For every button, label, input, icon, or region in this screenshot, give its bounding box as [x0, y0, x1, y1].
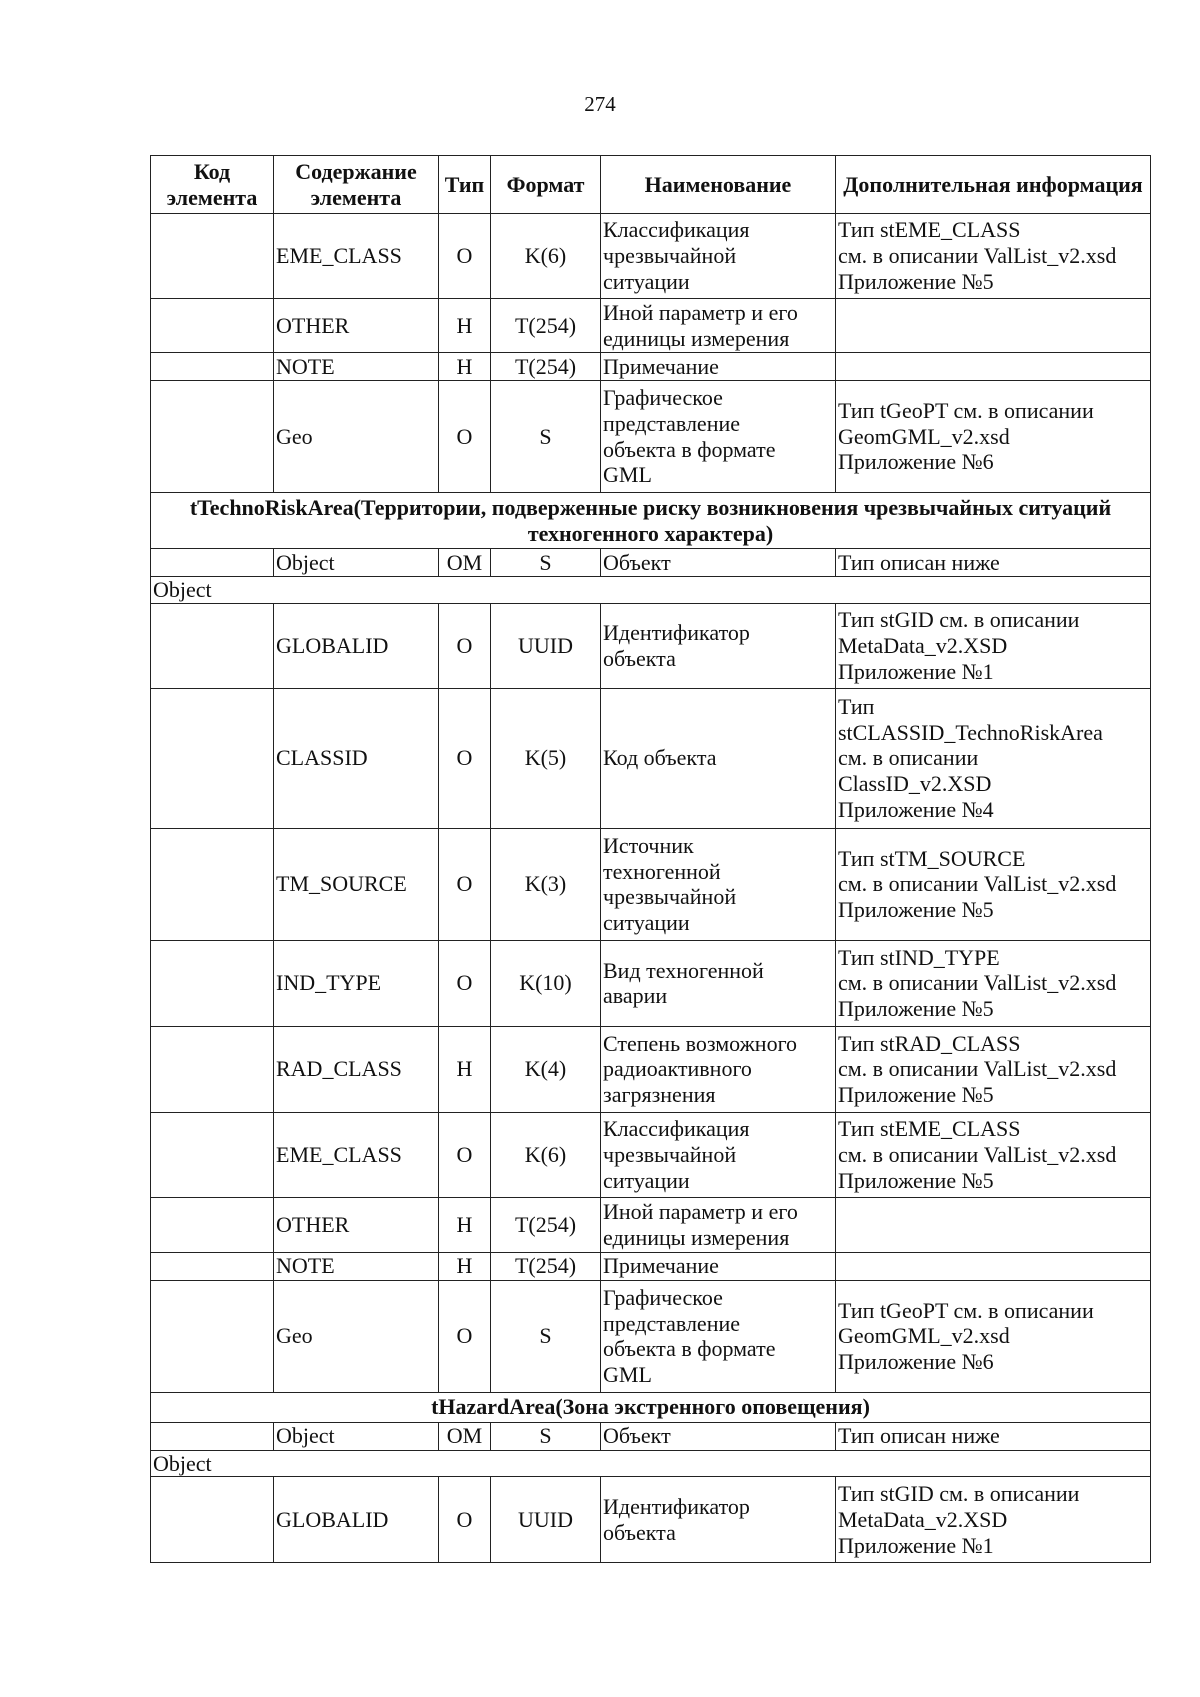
- format-cell: T(254): [491, 353, 601, 381]
- format-cell: UUID: [491, 603, 601, 688]
- table-row: [151, 1112, 1151, 1197]
- name-line: представление: [603, 410, 741, 436]
- type-cell: О: [439, 940, 491, 1026]
- name-line: Идентификатор: [603, 1494, 750, 1520]
- info-line: Приложение №1: [838, 658, 994, 684]
- info-line: Приложение №5: [838, 996, 994, 1022]
- object-label-row: [151, 1450, 1151, 1477]
- element-code-cell: [151, 828, 274, 940]
- name-cell: [601, 1197, 836, 1252]
- table-body: [151, 214, 1151, 1563]
- element-content-cell: GLOBALID: [274, 1477, 439, 1563]
- info-line: GeomGML_v2.xsd: [838, 1323, 1010, 1349]
- element-content-cell: GLOBALID: [274, 603, 439, 688]
- info-line: GeomGML_v2.xsd: [838, 423, 1010, 449]
- info-line: см. в описании: [838, 745, 979, 771]
- info-line: Тип stEME_CLASS: [838, 1116, 1021, 1142]
- name-line: Классификация: [603, 1116, 750, 1142]
- table-row: [151, 603, 1151, 688]
- name-line: объекта: [603, 645, 676, 671]
- info-line: Приложение №5: [838, 268, 994, 294]
- element-content-cell: CLASSID: [274, 688, 439, 828]
- name-line: GML: [603, 1361, 652, 1387]
- info-line: Тип stEME_CLASS: [838, 217, 1021, 243]
- element-content-cell: EME_CLASS: [274, 214, 439, 299]
- name-line: Источник: [603, 832, 694, 858]
- element-content-cell: RAD_CLASS: [274, 1026, 439, 1112]
- format-cell: K(4): [491, 1026, 601, 1112]
- name-line: чрезвычайной: [603, 884, 737, 910]
- info-line: Приложение №5: [838, 1082, 994, 1108]
- info-line: Тип tGeoPT см. в описании: [838, 1297, 1094, 1323]
- element-code-cell: [151, 1477, 274, 1563]
- type-cell: Н: [439, 353, 491, 381]
- format-cell: UUID: [491, 1477, 601, 1563]
- type-cell: Н: [439, 1197, 491, 1252]
- format-cell: K(6): [491, 214, 601, 299]
- section-header-row: [151, 493, 1151, 549]
- type-cell: О: [439, 381, 491, 493]
- info-cell: [836, 1477, 1151, 1563]
- element-content-cell: TM_SOURCE: [274, 828, 439, 940]
- table-row: [151, 353, 1151, 381]
- info-cell: [836, 353, 1151, 381]
- info-cell: [836, 828, 1151, 940]
- name-line: представление: [603, 1310, 741, 1336]
- type-cell: О: [439, 214, 491, 299]
- info-line: Приложение №6: [838, 449, 994, 475]
- name-line: ситуации: [603, 909, 690, 935]
- name-line: Примечание: [603, 1253, 719, 1279]
- name-line: GML: [603, 462, 652, 488]
- element-content-cell: NOTE: [274, 353, 439, 381]
- type-cell: Н: [439, 299, 491, 353]
- element-code-cell: [151, 214, 274, 299]
- element-code-cell: [151, 940, 274, 1026]
- table-row: [151, 1422, 1151, 1450]
- name-line: объекта в формате: [603, 1336, 776, 1362]
- name-cell: [601, 214, 836, 299]
- type-cell: О: [439, 1477, 491, 1563]
- info-cell: [836, 1112, 1151, 1197]
- page-number: 274: [584, 92, 616, 116]
- info-line: Тип stIND_TYPE: [838, 944, 1000, 970]
- name-line: чрезвычайной: [603, 243, 737, 269]
- info-line: Тип stTM_SOURCE: [838, 845, 1026, 871]
- info-line: Приложение №5: [838, 1167, 994, 1193]
- info-line: Тип stGID см. в описании: [838, 1481, 1080, 1507]
- table-row: [151, 549, 1151, 577]
- format-cell: K(3): [491, 828, 601, 940]
- name-line: объекта в формате: [603, 436, 776, 462]
- name-line: ситуации: [603, 1167, 690, 1193]
- format-cell: S: [491, 549, 601, 577]
- element-content-cell: Geo: [274, 1280, 439, 1392]
- info-line: Тип tGeoPT см. в описании: [838, 397, 1094, 423]
- element-content-cell: NOTE: [274, 1252, 439, 1280]
- name-line: Вид техногенной: [603, 957, 764, 983]
- info-line: MetaData_v2.XSD: [838, 632, 1008, 658]
- name-line: Графическое: [603, 1284, 723, 1310]
- element-code-cell: [151, 299, 274, 353]
- format-cell: S: [491, 1280, 601, 1392]
- header-element-code: Код элемента: [151, 156, 274, 214]
- info-cell: [836, 381, 1151, 493]
- info-line: ClassID_v2.XSD: [838, 771, 992, 797]
- element-code-cell: [151, 1280, 274, 1392]
- element-content-cell: IND_TYPE: [274, 940, 439, 1026]
- info-line: Приложение №5: [838, 897, 994, 923]
- name-cell: [601, 688, 836, 828]
- format-cell: T(254): [491, 299, 601, 353]
- type-cell: О: [439, 1112, 491, 1197]
- info-line: Приложение №4: [838, 796, 994, 822]
- table-row: [151, 1197, 1151, 1252]
- name-line: техногенной: [603, 858, 721, 884]
- format-cell: T(254): [491, 1252, 601, 1280]
- info-line: см. в описании ValList_v2.xsd: [838, 243, 1117, 269]
- name-line: Графическое: [603, 385, 723, 411]
- type-cell: О: [439, 1280, 491, 1392]
- info-line: Тип описан ниже: [838, 549, 1000, 575]
- format-cell: K(5): [491, 688, 601, 828]
- section-header-row: [151, 1392, 1151, 1422]
- header-format: Формат: [491, 156, 601, 214]
- info-line: Приложение №1: [838, 1532, 994, 1558]
- name-line: Код объекта: [603, 745, 717, 771]
- info-line: Приложение №6: [838, 1349, 994, 1375]
- format-cell: K(10): [491, 940, 601, 1026]
- info-cell: [836, 214, 1151, 299]
- info-cell: [836, 1197, 1151, 1252]
- section-title: tTechnoRiskArea(Территории, подверженные риску возникновения чрезвычайных ситуаций техногенного характера): [151, 493, 1151, 549]
- info-cell: [836, 1280, 1151, 1392]
- table-row: [151, 381, 1151, 493]
- table-header-row: [151, 156, 1151, 214]
- element-code-cell: [151, 381, 274, 493]
- info-cell: [836, 1422, 1151, 1450]
- header-name: Наименование: [601, 156, 836, 214]
- name-line: объекта: [603, 1519, 676, 1545]
- info-line: см. в описании ValList_v2.xsd: [838, 970, 1117, 996]
- element-content-cell: Geo: [274, 381, 439, 493]
- info-line: см. в описании ValList_v2.xsd: [838, 1056, 1117, 1082]
- info-line: Тип описан ниже: [838, 1423, 1000, 1449]
- type-cell: ОМ: [439, 1422, 491, 1450]
- name-line: чрезвычайной: [603, 1141, 737, 1167]
- name-cell: [601, 549, 836, 577]
- info-line: см. в описании ValList_v2.xsd: [838, 1141, 1117, 1167]
- name-cell: [601, 1477, 836, 1563]
- table-row: [151, 1477, 1151, 1563]
- name-line: Объект: [603, 1423, 671, 1449]
- name-line: радиоактивного: [603, 1056, 752, 1082]
- element-code-cell: [151, 1197, 274, 1252]
- name-line: Примечание: [603, 353, 719, 379]
- name-cell: [601, 299, 836, 353]
- name-line: загрязнения: [603, 1082, 716, 1108]
- table-row: [151, 1252, 1151, 1280]
- table-row: [151, 828, 1151, 940]
- element-code-cell: [151, 353, 274, 381]
- header-element-content: Содержание элемента: [274, 156, 439, 214]
- object-label: Object: [151, 577, 1151, 604]
- info-cell: [836, 549, 1151, 577]
- format-cell: T(254): [491, 1197, 601, 1252]
- element-content-cell: OTHER: [274, 299, 439, 353]
- info-cell: [836, 688, 1151, 828]
- name-cell: [601, 603, 836, 688]
- info-line: Тип: [838, 693, 875, 719]
- table-row: [151, 1026, 1151, 1112]
- type-cell: О: [439, 603, 491, 688]
- element-code-cell: [151, 1422, 274, 1450]
- name-cell: [601, 1026, 836, 1112]
- type-cell: О: [439, 828, 491, 940]
- table-row: [151, 299, 1151, 353]
- info-cell: [836, 1026, 1151, 1112]
- name-line: единицы измерения: [603, 1224, 790, 1250]
- format-cell: S: [491, 381, 601, 493]
- info-cell: [836, 1252, 1151, 1280]
- info-line: stCLASSID_TechnoRiskArea: [838, 719, 1103, 745]
- element-code-cell: [151, 1112, 274, 1197]
- name-cell: [601, 1280, 836, 1392]
- header-additional-info: Дополнительная информация: [836, 156, 1151, 214]
- type-cell: ОМ: [439, 549, 491, 577]
- name-line: Иной параметр и его: [603, 1199, 798, 1224]
- object-label-row: [151, 577, 1151, 604]
- element-code-cell: [151, 1252, 274, 1280]
- header-type: Тип: [439, 156, 491, 214]
- object-label: Object: [151, 1450, 1151, 1477]
- element-content-cell: Object: [274, 549, 439, 577]
- format-cell: K(6): [491, 1112, 601, 1197]
- table-row: [151, 940, 1151, 1026]
- info-cell: [836, 603, 1151, 688]
- name-line: Степень возможного: [603, 1030, 798, 1056]
- name-line: Идентификатор: [603, 620, 750, 645]
- element-content-cell: OTHER: [274, 1197, 439, 1252]
- table-row: [151, 688, 1151, 828]
- section-title: tHazardArea(Зона экстренного оповещения): [151, 1392, 1151, 1422]
- name-line: Объект: [603, 549, 671, 575]
- name-line: ситуации: [603, 268, 690, 294]
- element-code-cell: [151, 549, 274, 577]
- info-line: Тип stRAD_CLASS: [838, 1030, 1021, 1056]
- name-cell: [601, 1252, 836, 1280]
- name-line: единицы измерения: [603, 325, 790, 351]
- info-line: см. в описании ValList_v2.xsd: [838, 871, 1117, 897]
- table-row: [151, 214, 1151, 299]
- element-code-cell: [151, 1026, 274, 1112]
- element-code-cell: [151, 688, 274, 828]
- name-cell: [601, 940, 836, 1026]
- format-cell: S: [491, 1422, 601, 1450]
- table-row: [151, 1280, 1151, 1392]
- name-cell: [601, 828, 836, 940]
- name-cell: [601, 1422, 836, 1450]
- name-cell: [601, 381, 836, 493]
- info-line: MetaData_v2.XSD: [838, 1507, 1008, 1533]
- type-cell: Н: [439, 1252, 491, 1280]
- name-line: Классификация: [603, 217, 750, 243]
- name-line: Иной параметр и его: [603, 299, 798, 325]
- element-code-cell: [151, 603, 274, 688]
- info-cell: [836, 940, 1151, 1026]
- info-line: Тип stGID см. в описании: [838, 607, 1080, 633]
- type-cell: О: [439, 688, 491, 828]
- element-content-cell: Object: [274, 1422, 439, 1450]
- specification-table: [150, 155, 1151, 1563]
- info-cell: [836, 299, 1151, 353]
- element-content-cell: EME_CLASS: [274, 1112, 439, 1197]
- name-cell: [601, 353, 836, 381]
- name-line: аварии: [603, 983, 668, 1009]
- name-cell: [601, 1112, 836, 1197]
- type-cell: Н: [439, 1026, 491, 1112]
